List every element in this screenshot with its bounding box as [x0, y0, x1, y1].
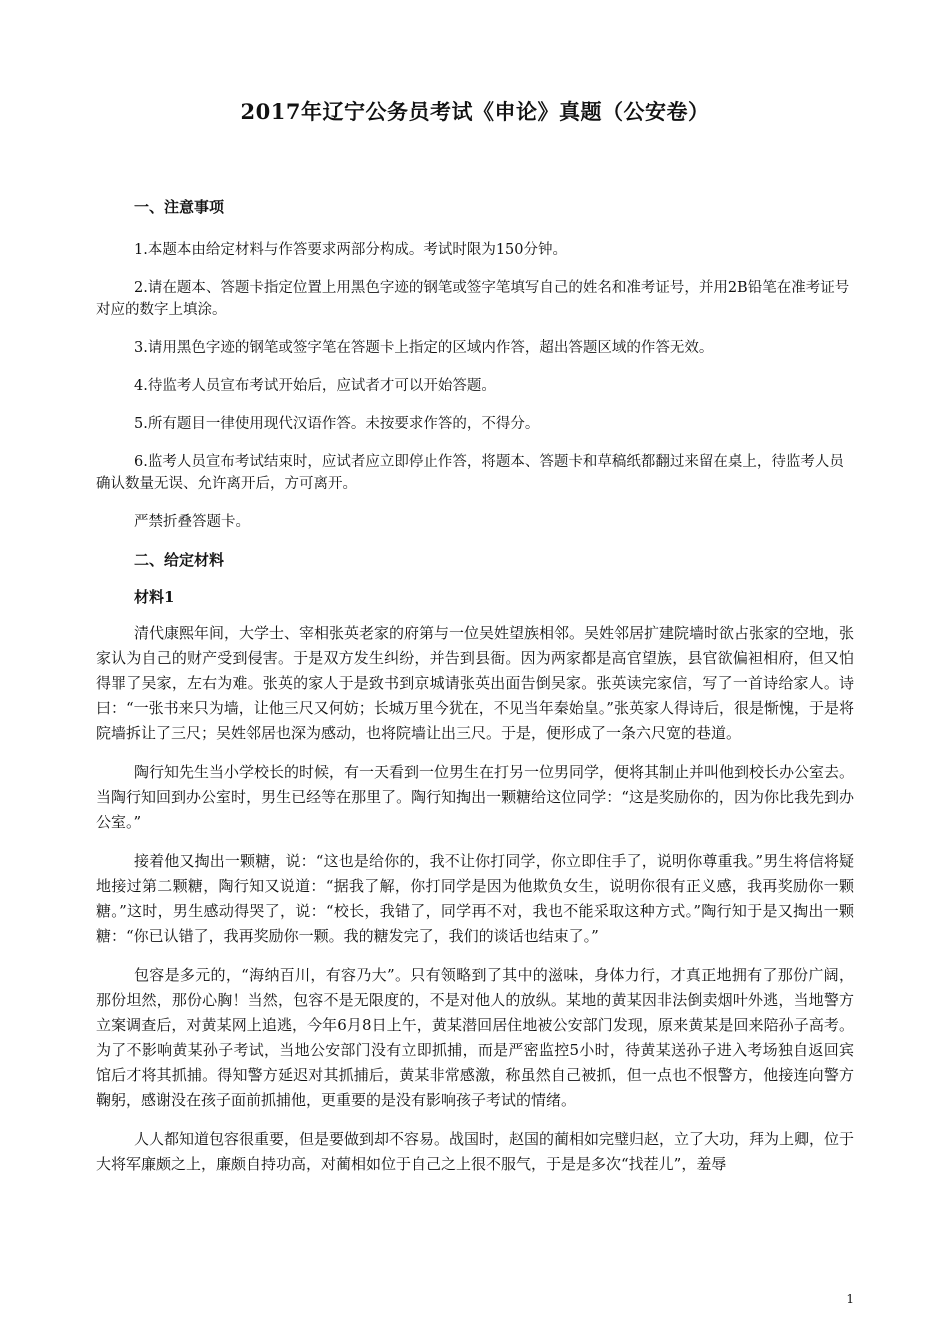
notice-item: 1.本题本由给定材料与作答要求两部分构成。考试时限为150分钟。	[134, 242, 568, 258]
section-heading-materials: 二、给定材料	[134, 551, 225, 569]
page-number: 1	[846, 1292, 854, 1306]
material-paragraph: 清代康熙年间，大学士、宰相张英老家的府第与一位吴姓望族相邻。吴姓邻居扩建院墙时欲占张家的空地，张家认为自己的财产受到侵害。于是双方发生纠纷，并告到县衙。因为两家都是高官望族，县官欲偏袒相府，但又怕得罪了吴家，左右为难。张英的家人于是致书到京城请张英出面告倒吴家。张英读完家信，写了一首诗给家人。诗曰：“一张书来只为墙，让他三尺又何妨；长城万里今犹在，不见当年秦始皇。”张英家人得诗后，很是惭愧，于是将院墙拆让了三尺；吴姓邻居也深为感动，也将院墙让出三尺。于是，便形成了一条六尺宽的巷道。	[96, 624, 855, 742]
notice-item: 2.请在题本、答题卡指定位置上用黑色字迹的钢笔或签字笔填写自己的姓名和准考证号，并用2B铅笔在准考证号对应的数字上填涂。	[96, 280, 850, 318]
notice-item: 3.请用黑色字迹的钢笔或签字笔在答题卡上指定的区域内作答，超出答题区域的作答无效。	[134, 340, 714, 356]
notice-item: 4.待监考人员宣布考试开始后，应试者才可以开始答题。	[134, 378, 496, 394]
notice-item: 5.所有题目一律使用现代汉语作答。未按要求作答的，不得分。	[134, 416, 540, 432]
section-heading-notices: 一、注意事项	[134, 198, 225, 216]
material-paragraph: 包容是多元的，“海纳百川，有容乃大”。只有领略到了其中的滋味，身体力行，才真正地拥有了那份广阔，那份坦然，那份心胸！当然，包容不是无限度的，不是对他人的放纵。某地的黄某因非法倒卖烟叶外逃，当地警方立案调查后，对黄某网上追逃，今年6月8日上午，黄某潜回居住地被公安部门发现，原来黄某是回来陪孙子高考。为了不影响黄某孙子考试，当地公安部门没有立即抓捕，而是严密监控5小时，待黄某送孙子进入考场独自返回宾馆后才将其抓捕。得知警方延迟对其抓捕后，黄某非常感激，称虽然自己被抓，但一点也不恨警方，他接连向警方鞠躬，感谢没在孩子面前抓捕他，更重要的是没有影响孩子考试的情绪。	[96, 966, 854, 1109]
material-paragraph: 人人都知道包容很重要，但是要做到却不容易。战国时，赵国的蔺相如完璧归赵，立了大功，拜为上卿，位于大将军廉颇之上，廉颇自持功高，对蔺相如位于自己之上很不服气，于是是多次“找茬儿”，羞辱	[96, 1130, 855, 1173]
notice-item: 严禁折叠答题卡。	[134, 514, 250, 530]
material-body	[96, 621, 854, 1177]
notice-item: 6.监考人员宣布考试结束时，应试者应立即停止作答，将题本、答题卡和草稿纸都翻过来留在桌上，待监考人员确认数量无误、允许离开后，方可离开。	[96, 454, 844, 492]
notices-list	[96, 239, 854, 533]
material-paragraph: 陶行知先生当小学校长的时候，有一天看到一位男生在打另一位男同学，便将其制止并叫他到校长办公室去。当陶行知回到办公室时，男生已经等在那里了。陶行知掏出一颗糖给这位同学：“这是奖励你的，因为你比我先到办公室。”	[96, 763, 855, 831]
material-label: 材料1	[134, 588, 175, 606]
material-paragraph: 接着他又掏出一颗糖，说：“这也是给你的，我不让你打同学，你立即住手了，说明你尊重我。”男生将信将疑地接过第二颗糖，陶行知又说道：“据我了解，你打同学是因为他欺负女生，说明你很有正义感，我再奖励你一颗糖。”这时，男生感动得哭了，说：“校长，我错了，同学再不对，我也不能采取这种方式。”陶行知于是又掏出一颗糖：“你已认错了，我再奖励你一颗。我的糖发完了，我们的谈话也结束了。”	[96, 852, 854, 945]
document-title: 2017年辽宁公务员考试《申论》真题（公安卷）	[240, 99, 710, 124]
